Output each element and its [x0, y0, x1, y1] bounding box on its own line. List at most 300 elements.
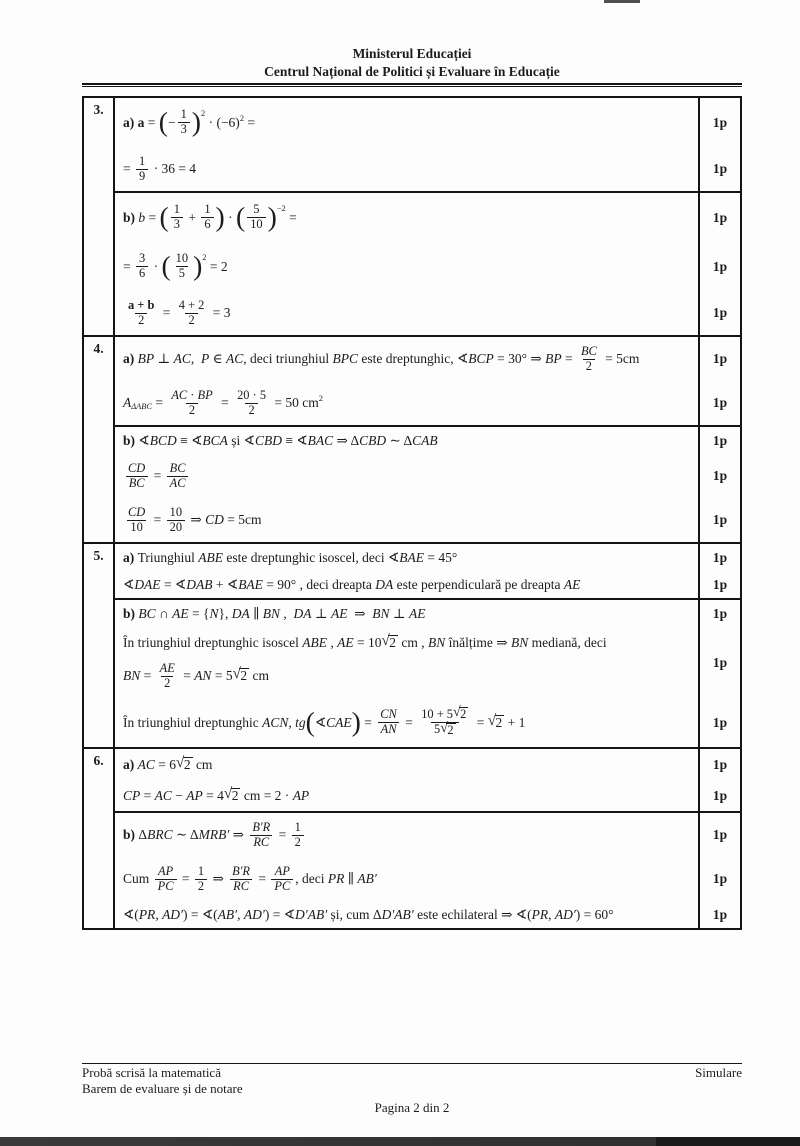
denominator: [178, 122, 190, 137]
radical-symbol: √: [487, 712, 497, 729]
denominator: [292, 835, 304, 850]
math-variable: AE: [330, 605, 348, 621]
top-edge-artifact: [604, 0, 640, 3]
points-cell: 1p: [712, 787, 728, 803]
math-variable: AP: [157, 863, 174, 878]
math-variable: CN: [380, 707, 397, 722]
grading-table: [82, 96, 742, 930]
superscript: 2: [239, 113, 244, 123]
points-cell: 1p: [712, 395, 728, 411]
sqrt-expression: [453, 707, 468, 722]
denominator: [271, 879, 293, 894]
denominator: [126, 476, 148, 491]
math-variable: BN: [123, 668, 141, 684]
text-run: ,: [190, 351, 201, 367]
text-run: ∢: [138, 432, 150, 448]
math-variable: AC: [225, 351, 244, 367]
text-run: −: [171, 787, 187, 803]
text-run: , deci triunghiul: [243, 351, 333, 367]
page-content: [82, 0, 742, 930]
text-run: =: [150, 468, 165, 484]
text-run: ·: [224, 209, 236, 225]
text-run: =: [473, 714, 488, 730]
math-variable: AN: [194, 668, 212, 684]
text-run: =: [123, 161, 134, 177]
answer-subrow: [115, 98, 740, 191]
text-run: ⇒ Δ: [333, 432, 360, 448]
points-cell: 1p: [712, 161, 728, 177]
formula-line: [123, 903, 692, 926]
text-run: =: [150, 512, 165, 528]
math-variable: D′AB′: [381, 906, 414, 922]
text-run: este dreptunghic, ∢: [357, 351, 469, 367]
fraction: [229, 865, 253, 894]
fraction: [167, 506, 185, 535]
scoring-unit: [115, 242, 740, 291]
answer-content: [115, 901, 700, 928]
math-variable: CBD: [254, 432, 282, 448]
denominator: [250, 835, 272, 850]
numerator: [136, 252, 148, 266]
superscript: −2: [276, 204, 286, 214]
math-variable: B′R: [232, 863, 251, 878]
row-body: [115, 544, 740, 747]
text-run: ⇒: [187, 512, 206, 528]
math-variable: CD: [128, 504, 146, 519]
denominator: [167, 520, 185, 535]
math-variable: P: [200, 351, 210, 367]
scoring-unit: [115, 901, 740, 928]
math-variable: BAC: [307, 432, 334, 448]
math-variable: BC: [128, 475, 145, 490]
bold-label: a): [123, 351, 138, 367]
formula-line: [123, 456, 692, 496]
answer-content: [115, 813, 700, 857]
numerator: [292, 821, 304, 835]
math-variable: BAE: [238, 576, 263, 592]
text-run: ∼ Δ: [386, 432, 413, 448]
math-variable: AE: [172, 605, 189, 621]
points-cell: 1p: [712, 906, 728, 922]
answer-subrow: [115, 749, 740, 811]
text-run: 2: [188, 312, 195, 327]
center-title: Centrul Național de Politici și Evaluare în Educație: [264, 63, 560, 79]
text-run: ∥: [344, 871, 358, 887]
text-run: este perpendiculară pe dreapta: [393, 576, 564, 592]
points-cell: 1p: [712, 549, 728, 565]
math-variable: BN: [262, 605, 281, 621]
points-cell: 1p: [712, 432, 728, 448]
denominator: [136, 266, 148, 281]
text-run: +: [184, 209, 200, 225]
text-run: cm: [249, 668, 269, 684]
sqrt-expression: [233, 668, 250, 684]
text-run: cm = 2 ·: [240, 787, 293, 803]
formula-line: [123, 546, 692, 569]
text-run: = 5cm: [601, 351, 640, 367]
bold-label: b): [123, 432, 139, 448]
points-cell: 1p: [712, 512, 728, 528]
formula-line: [123, 383, 692, 423]
math-variable: ABE: [198, 549, 224, 565]
text-run: 2: [164, 675, 171, 690]
math-variable: BCA: [202, 432, 228, 448]
math-variable: BC: [580, 343, 597, 358]
numerator: [178, 108, 190, 122]
text-run: ⊥: [311, 605, 331, 621]
scoring-unit: [115, 627, 740, 698]
math-variable: ACN: [262, 714, 289, 730]
denominator: [230, 879, 252, 894]
answer-subrow: [115, 544, 740, 598]
points-cell: 1p: [712, 714, 728, 730]
fraction: [292, 821, 304, 850]
math-variable: b: [138, 209, 146, 225]
text-run: ⊥: [389, 605, 409, 621]
table-row: [84, 747, 740, 928]
math-variable: AP: [274, 863, 290, 878]
scoring-unit: [115, 147, 740, 191]
answer-subrow: [115, 425, 740, 542]
text-run: mediană, deci: [528, 634, 607, 650]
scoring-unit: [115, 98, 740, 147]
row-body: [115, 98, 740, 335]
text-run: ) = ∢: [264, 906, 296, 922]
math-variable: AE: [563, 576, 581, 592]
text-run: 20: [169, 519, 183, 534]
text-run: = 45°: [424, 549, 458, 565]
math-variable: AC: [169, 475, 186, 490]
text-run: =: [255, 871, 270, 887]
text-run: =: [144, 114, 159, 130]
radical-symbol: √: [381, 632, 390, 649]
denominator: [583, 359, 595, 374]
answer-content: [115, 427, 700, 454]
math-variable: AC: [154, 787, 172, 803]
numerator: [136, 155, 148, 169]
fraction: [171, 203, 183, 232]
numerator: [578, 345, 600, 359]
math-variable: AE: [159, 660, 175, 675]
formula-line: [123, 149, 692, 189]
text-run: 10: [175, 251, 189, 266]
text-run: =: [285, 209, 297, 225]
text-run: 10 + 5: [421, 706, 454, 721]
math-variable: B′R: [252, 819, 271, 834]
math-variable: AB′: [357, 871, 377, 887]
superscript: 2: [202, 253, 207, 263]
denominator: [378, 722, 400, 737]
math-variable: DAE: [134, 576, 161, 592]
radicand: 2: [231, 787, 239, 803]
page-number: Pagina 2 din 2: [374, 1099, 450, 1115]
radical-symbol: √: [232, 666, 241, 683]
table-row: [84, 542, 740, 747]
math-variable: PR: [531, 906, 549, 922]
text-run: 2: [248, 402, 255, 417]
answer-content: [115, 242, 700, 291]
math-variable: PR: [327, 871, 345, 887]
formula-line: [123, 429, 692, 452]
exercise-number: 3.: [84, 98, 115, 335]
text-run: , deci: [295, 871, 328, 887]
text-run: = 5: [211, 668, 233, 684]
denominator: [176, 266, 188, 281]
text-run: 1: [139, 153, 146, 168]
points-cell: 1p: [712, 114, 728, 130]
points-cell: 1p: [712, 468, 728, 484]
fraction: [377, 708, 400, 737]
footer-exam-label: Probă scrisă la matematică: [82, 1065, 221, 1080]
math-variable: AP: [186, 787, 203, 803]
math-variable: PR: [138, 906, 156, 922]
numerator: [229, 865, 253, 879]
answer-content: [115, 337, 700, 381]
text-run: este echilateral ⇒ ∢(: [413, 906, 532, 922]
text-run: cm: [192, 756, 213, 772]
math-variable: tg: [295, 714, 306, 730]
math-variable: BC: [138, 605, 156, 621]
scoring-unit: [115, 498, 740, 542]
formula-line: [123, 656, 692, 696]
denominator: [136, 169, 148, 184]
text-run: ,: [237, 906, 244, 922]
text-run: 3: [180, 122, 187, 137]
text-run: În triunghiul dreptunghic: [123, 714, 263, 730]
formula-line: [123, 751, 692, 778]
math-variable: A: [123, 395, 132, 411]
answer-content: [115, 544, 700, 571]
math-variable: AP: [292, 787, 310, 803]
numerator: [377, 708, 400, 722]
math-variable: CP: [123, 787, 141, 803]
denominator: [247, 217, 265, 232]
fraction: [249, 821, 273, 850]
bold-label: a) a: [123, 114, 145, 130]
fraction: [418, 707, 471, 737]
fraction: [136, 252, 148, 281]
text-run: ⇒: [347, 605, 373, 621]
denominator: [185, 313, 197, 328]
answer-content: [115, 291, 700, 335]
denominator: [431, 722, 459, 738]
text-run: 2: [188, 402, 196, 417]
text-run: 5: [434, 722, 441, 737]
points-cell: 1p: [712, 756, 728, 772]
numerator: [195, 865, 207, 879]
text-run: −: [167, 114, 176, 130]
math-variable: AC: [171, 387, 188, 402]
scoring-unit: [115, 749, 740, 780]
numerator: [155, 865, 176, 879]
row-body: [115, 749, 740, 928]
text-run: = {: [188, 605, 210, 621]
numerator: [125, 462, 148, 476]
text-run: Cum: [123, 871, 153, 887]
radicand: 2: [389, 634, 397, 650]
text-run: ) = ∢(: [183, 906, 218, 922]
denominator: [171, 217, 183, 232]
radical-symbol: √: [453, 705, 461, 721]
scoring-unit: [115, 780, 740, 811]
answer-content: [115, 454, 700, 498]
scoring-unit: [115, 427, 740, 454]
radical-symbol: √: [440, 721, 448, 737]
text-run: = 10: [353, 634, 382, 650]
text-run: ≡ ∢: [281, 432, 308, 448]
denominator: [155, 879, 177, 894]
formula-line: [123, 602, 692, 625]
text-run: 3: [139, 251, 146, 266]
fraction: [125, 506, 148, 535]
fraction: [173, 252, 191, 281]
scoring-unit: [115, 813, 740, 857]
header-divider: [82, 83, 742, 87]
numerator: [171, 203, 183, 217]
answer-content: [115, 571, 700, 598]
text-run: },: [218, 605, 232, 621]
math-variable: AD′: [554, 906, 576, 922]
numerator: [176, 299, 208, 313]
fraction: [125, 299, 157, 328]
fraction: [168, 389, 215, 418]
text-run: înălțime ⇒: [445, 634, 511, 650]
text-run: = 30° ⇒: [493, 351, 546, 367]
answer-content: [115, 498, 700, 542]
math-variable: N: [209, 605, 219, 621]
text-run: În triunghiul dreptunghic isoscel: [123, 634, 303, 650]
numerator: [234, 389, 269, 403]
fraction: [155, 865, 177, 894]
text-run: 1: [197, 863, 205, 878]
footer-left-block: [82, 1065, 243, 1098]
text-run: ,: [280, 605, 294, 621]
formula-line: b) b = ( $\frac{1}{3}$ + $\frac{1}{6}$ ) · ( $\frac{5}{10}$ ) $^{-2}$ =: [123, 200, 297, 232]
text-run: ∩: [155, 605, 173, 621]
fraction: [271, 865, 293, 894]
math-variable: BCD: [149, 432, 177, 448]
text-run: ∈: [209, 351, 226, 367]
subscript: ΔABC: [131, 401, 152, 411]
math-variable: BAE: [399, 549, 425, 565]
scoring-unit: [115, 337, 740, 381]
math-variable: BPC: [332, 351, 358, 367]
math-variable: CAB: [412, 432, 438, 448]
numerator: [125, 506, 148, 520]
points-cell: 1p: [712, 654, 728, 670]
text-run: =: [561, 351, 576, 367]
radical-symbol: √: [176, 754, 185, 771]
text-run: =: [217, 395, 233, 411]
text-run: =: [145, 209, 160, 225]
text-run: ·: [187, 387, 198, 402]
points-cell: 1p: [712, 871, 728, 887]
numerator: [272, 865, 293, 879]
text-run: + 1: [504, 714, 526, 730]
sqrt-expression: [487, 712, 505, 731]
bold-label: b): [123, 827, 139, 843]
text-run: și ∢: [227, 432, 255, 448]
math-variable: AD′: [162, 906, 184, 922]
math-variable: BC: [169, 460, 186, 475]
math-variable: CBD: [359, 432, 387, 448]
scoring-unit: [115, 291, 740, 335]
text-run: 10: [169, 504, 183, 519]
text-run: ∢: [314, 714, 327, 730]
numerator: [418, 707, 471, 722]
math-variable: BCP: [468, 351, 494, 367]
formula-line: = $\frac{3}{6}$ · ( $\frac{10}{5}$ ) $^2$ = 2: [123, 249, 228, 281]
exercise-number: 6.: [84, 749, 115, 928]
denominator: [201, 217, 213, 232]
text-run: 5: [253, 202, 260, 217]
text-run: = ∢: [160, 576, 187, 592]
text-run: 2: [585, 358, 592, 373]
text-run: este dreptunghic isoscel, deci ∢: [223, 549, 400, 565]
text-run: ⇒: [229, 827, 248, 843]
fraction: [125, 462, 148, 491]
math-variable: BP: [137, 351, 155, 367]
fraction: [234, 389, 269, 418]
denominator: [195, 879, 207, 894]
math-variable: DAB: [186, 576, 213, 592]
text-run: = 5cm: [223, 512, 262, 528]
radicand: 2: [447, 723, 454, 738]
denominator: [167, 476, 189, 491]
math-variable: CAE: [326, 714, 352, 730]
answer-content: [115, 98, 700, 147]
bold-label: a): [123, 756, 138, 772]
text-run: =: [140, 668, 155, 684]
formula-line: [123, 500, 692, 540]
superscript: 2: [201, 109, 206, 119]
math-variable: CD: [128, 460, 146, 475]
math-variable: CD: [205, 512, 224, 528]
points-cell: 1p: [712, 305, 728, 321]
formula-line: În triunghiul dreptunghic ACN , tg ( ∢ CAE ) = $\frac{CN}{AN}$ = 10 + 5 √ 2 5 √ 2 = √ 2 + 1: [123, 705, 526, 738]
text-run: · (−6): [205, 114, 240, 130]
text-run: = 50 cm: [271, 395, 319, 411]
math-variable: PC: [157, 878, 174, 893]
answer-content: [115, 147, 700, 191]
bold-label: a): [123, 549, 138, 565]
math-variable: DA: [375, 576, 394, 592]
math-variable: AC: [173, 351, 191, 367]
text-run: ⊥: [154, 351, 174, 367]
text-run: = 4: [202, 787, 224, 803]
text-run: ∥: [249, 605, 263, 621]
fraction: [195, 865, 207, 894]
math-variable: RC: [253, 834, 270, 849]
superscript: 2: [318, 394, 323, 404]
table-row: [84, 98, 740, 335]
footer-rubric-label: Barem de evaluare și de notare: [82, 1081, 243, 1097]
text-run: ⇒: [209, 871, 228, 887]
text-run: =: [159, 305, 174, 321]
sqrt-expression: [381, 632, 398, 651]
bold-label: b): [123, 209, 139, 225]
radical-symbol: √: [223, 785, 233, 802]
math-variable: BN: [372, 605, 390, 621]
text-run: 20 · 5: [237, 387, 267, 402]
text-run: și, cum Δ: [327, 906, 382, 922]
answer-subrow: [115, 337, 740, 425]
formula-line: [123, 293, 692, 333]
math-variable: RC: [233, 878, 249, 893]
footer-divider: [82, 1063, 742, 1064]
math-variable: DA: [293, 605, 312, 621]
text-run: =: [151, 395, 167, 411]
